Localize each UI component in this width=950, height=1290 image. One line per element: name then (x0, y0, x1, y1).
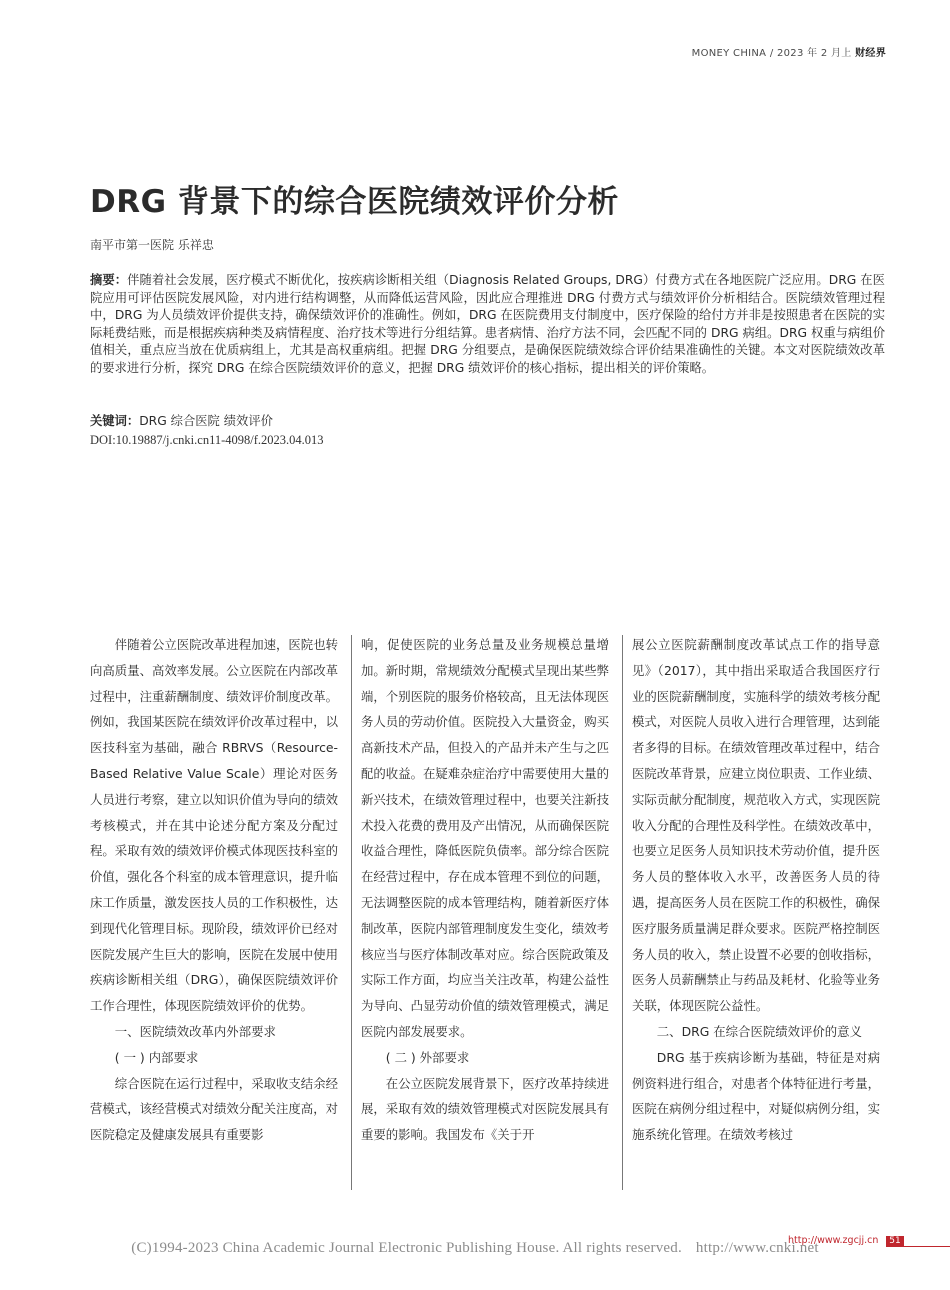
paragraph: 综合医院在运行过程中，采取收支结余经营模式，该经营模式对绩效分配关注度高，对医院稳定及健康发展具有重要影 (90, 1075, 338, 1143)
copyright-footer (0, 1240, 950, 1257)
column-divider (351, 635, 352, 1190)
journal-name: MONEY CHINA (691, 48, 767, 59)
paragraph: 响，促使医院的业务总量及业务规模总量增加。新时期，常规绩效分配模式呈现出某些弊端，个别医院的服务价格较高，且无法体现医务人员的劳动价值。医院投入大量资金，购买高新技术产品，但投入的产品并未产生与之匹配的收益。在疑难杂症治疗中需要使用大量的新兴技术，在绩效管理过程中，也要关注新技术投入花费的费用及产出情况，从而确保医院收益合理性，降低医院负债率。部分综合医院在经营过程中，存在成本管理不到位的问题，无法调整医院的成本管理结构，随着新医疗体制改革，医院内部管理制度发生变化，绩效考核应当与医疗体制改革对应。综合医院政策及实际工作方面，均应当关注改革，构建公益性为导向、凸显劳动价值的绩效管理模式，满足医院内部发展要求。 (361, 637, 609, 1039)
subsection-heading: ( 二 ) 外部要求 (385, 1049, 470, 1065)
section-name: 财经界 (855, 48, 886, 59)
paragraph: 伴随着公立医院改革进程加速，医院也转向高质量、高效率发展。公立医院在内部改革过程中，注重薪酬制度、绩效评价制度改革。例如，我国某医院在绩效评价改革过程中，以医技科室为基础，融合 RBRVS（Resource-Based Relative Value Scale）理论对医务人员进行考察，建立以知识价值为导向的绩效考核模式，并在其中论述分配方案及分配过程。采取有效的绩效评价模式体现医技科室的价值，强化各个科室的成本管理意识，提升临床工作质量，激发医技人员的工作积极性，达到现代化管理目标。现阶段，绩效评价已经对医院发展产生巨大的影响，医院在发展中使用疾病诊断相关组（DRG），确保医院绩效评价工作合理性，体现医院绩效评价的优势。 (90, 637, 338, 1014)
page-number: 51 (886, 1236, 904, 1247)
cnki-link[interactable]: http://www.cnki.net (695, 1240, 819, 1256)
section-heading: 二、DRG 在综合医院绩效评价的意义 (656, 1023, 862, 1039)
abstract (90, 272, 885, 378)
paragraph: 展公立医院薪酬制度改革试点工作的指导意见》（2017），其中指出采取适合我国医疗行业的医院薪酬制度，实施科学的绩效考核分配模式，对医院人员收入进行合理管理，达到能者多得的目标。在绩效管理改革过程中，结合医院改革背景，应建立岗位职责、工作业绩、实际贡献分配制度，规范收入方式，实现医院收入分配的合理性及科学性。在绩效改革中，也要立足医务人员知识技术劳动价值，提升医务人员的整体收入水平，改善医务人员的待遇，提高医务人员在医院工作的积极性，确保医疗服务质量满足群众要求。医院严格控制医务人员的收入，禁止设置不必要的创收指标，医务人员薪酬禁止与药品及耗材、化验等业务关联，体现医院公益性。 (632, 637, 880, 1014)
keywords-text: DRG 综合医院 绩效评价 (139, 414, 273, 428)
section-heading: 一、医院绩效改革内外部要求 (114, 1023, 276, 1039)
issue-date: / 2023 年 2 月上 (769, 48, 852, 59)
body-column-3 (632, 632, 880, 1148)
article-title: DRG 背景下的综合医院绩效评价分析 (90, 184, 619, 220)
keywords-label: 关键词： (90, 414, 140, 428)
doi: DOI:10.19887/j.cnki.cn11-4098/f.2023.04.013 (90, 433, 324, 447)
subsection-heading: ( 一 ) 内部要求 (114, 1049, 199, 1065)
running-header (692, 44, 886, 59)
keywords (90, 411, 273, 429)
column-divider (622, 635, 623, 1190)
abstract-label: 摘要： (90, 273, 128, 287)
paragraph: DRG 基于疾病诊断为基础，特征是对病例资料进行组合，对患者个体特征进行考量，医院在病例分组过程中，对疑似病例分组，实施系统化管理。在绩效考核过 (632, 1049, 880, 1143)
author-line: 南平市第一医院 乐祥忠 (90, 238, 214, 252)
body-column-1 (90, 632, 338, 1148)
body-column-2 (361, 632, 609, 1148)
abstract-text: 伴随着社会发展，医疗模式不断优化，按疾病诊断相关组（Diagnosis Related Groups, DRG）付费方式在各地医院广泛应用。DRG 在医院应用可评估医院发展风险，对内进行结构调整，从而降低运营风险，因此应合理推进 DRG 付费方式与绩效评价分析相结合。医院绩效管理过程中，DRG 为人员绩效评价提供支持，确保绩效评价的准确性。例如，DRG 在医院费用支付制度中，医疗保险的给付方并非是按照患者在医院的实际耗费结账，而是根据疾病种类及病情程度、治疗技术等进行分组结算。患者病情、治疗方法不同，会匹配不同的 DRG 病组。DRG 权重与病组价值相关，重点应当放在优质病组上，尤其是高权重病组。把握 DRG 分组要点，是确保医院绩效综合评价结果准确性的关键。本文对医院绩效改革的要求进行分析，探究 DRG 在综合医院绩效评价的意义，把握 DRG 绩效评价的核心指标，提出相关的评价策略。 (90, 273, 885, 375)
copyright-text: (C)1994-2023 China Academic Journal Electronic Publishing House. All rights reserved. (131, 1240, 682, 1256)
paragraph: 在公立医院发展背景下，医疗改革持续进展，采取有效的绩效管理模式对医院发展具有重要的影响。我国发布《关于开 (361, 1075, 609, 1143)
journal-site-link[interactable]: http://www.zgcjj.cn (788, 1235, 879, 1246)
